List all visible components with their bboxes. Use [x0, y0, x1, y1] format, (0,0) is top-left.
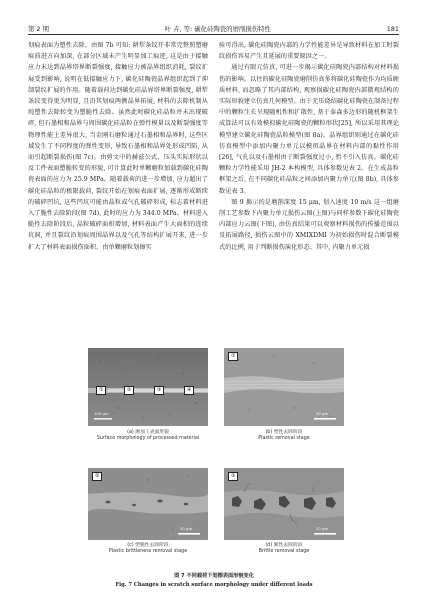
scale-label: 20 μm [316, 411, 329, 416]
paragraph: 图 9 揭示的是磨削深度 15 μm, 划入速度 10 m/s 这一组磨削工艺参数下内聚力单元损伤云图(上图)与同样参数下碳化硅陶瓷内部应力云图(下图), 由仿真结果可以观察材料损伤的传播范围以及拓展路径, 损伤云图中的 XMIXDMI 为初始损伤时混合断裂模式的比例, 用于判断损伤演化形态。其中, 内聚力单元损 [219, 198, 399, 251]
paragraph: 验可得出, 碳化硅陶瓷内部的力学性能差异是导致材料在加工时裂纹损伤容易产生且延展的重要原因之一。 [219, 42, 399, 61]
caption-cn: (c) 塑脆性去除阶段 [127, 543, 169, 548]
scale-label: 20 μm [180, 526, 193, 531]
paragraph: 通过有限元仿真, 可进一步揭示碳化硅陶瓷内部结构对材料损伤的影响。以往的碳化硅陶瓷磨削仿真多将碳化硅陶瓷作为均质硬质材料, 而忽略了其内部结构, 观察损碳化硅陶瓷内部微观结构的实际形貌建立仿真几何模型。由于无压烧结碳化硅陶瓷在制备过程中的颗粒生长呈现随机性和扩散性, 基于泰森多边形的随机框架生成算法可以有效模拟碳化硅陶瓷的颗粒形状[25], 所以采用其理论模型建立碳化硅陶瓷晶粒模型(图 8a)。晶界组织则通过在碳化硅仿真模型中添加内聚力单元以模拟晶界在材料内部的黏性作用[26], 气孔以及石墨相由于断裂强度过小, 暂不引入仿真。碳化硅颗粒力学性能采用 JH-2 本构模型, 具体参数见表 2。在生成晶粒框架之后, 在不同碳化硅晶粒之间添加内聚力单元(图 8b), 具体参数见表 3。 [219, 64, 399, 195]
figure-panel-b [224, 348, 344, 461]
marker-2: ② [92, 472, 102, 481]
panel-caption [88, 543, 208, 555]
running-header [28, 21, 399, 33]
right-column [219, 40, 399, 345]
issue-number: 第 2 期 [28, 25, 49, 33]
paragraph: 划痕表面为塑性去除。由图 7b 可知: 耕犁条纹开非常完整照塑磨痕前进方向加深, 在部分区域未产生明显加工痕迹, 这是由于接触应力未达到晶界塔界断裂强度, 接触应力被晶界组织消耗, 裂纹扩展受到影响, 说明在低接触应力下, 碳化硅陶瓷晶界组织起到了抑制裂纹扩展的作用。随着载荷达到碳化硅晶界塔界断裂强度, 耕犁条纹变得更为明显, 且沿其划痕两侧晶界拓展, 材料的去除机制从纯塑性去除转变为塑脆性去除。虽然此时碳化硅晶粒并未出现破碎, 但石墨相和晶界与周围碳化硅晶粒在弹性模量以及断裂强度等物理性能上差异很大, 当金刚石磨粒通过石墨相和晶界时, 这些区域发生了不同程度的弹性变形, 导致石墨相和晶界处形成凹陷, 从而引起断裂损伤(图 7c)。由剪文中的赫兹公式、压头实际形状以及工件表面塑脆转变的形貌, 可计算此时单颗磨粒加载到碳化硅陶瓷表面的应力为 25.9 MPa。随着载荷的进一步增加, 应力超出了碳化硅晶粒的极限载荷, 裂纹开始在划痕表面扩展, 逐渐形成断续的破碎凹坑, 这些凹坑可能由晶粒或气孔破碎形成, 标志着材料进入了脆性去除阶段(图 7d), 此时的应力为 344.0 MPa。材料进入脆性去除阶段后, 晶粒破碎面积增加, 材料表面产生大面积的连续坑洞, 并且裂纹沿划痕周围晶界以及气孔等结构扩展开来, 进一步扩大了材料表面损伤面积。由单颗磨粒划擦实 [28, 42, 208, 251]
figure-7 [28, 348, 400, 598]
panel-caption [88, 430, 208, 442]
left-column [28, 40, 208, 345]
marker-3: ③ [154, 386, 164, 395]
scale-label: 20 μm [316, 526, 329, 531]
panel-caption [224, 430, 344, 442]
page-number: 181 [386, 25, 399, 33]
caption-en: Surface morphology of processed material [96, 436, 200, 442]
marker-2: ② [124, 386, 134, 395]
marker-4: ④ [184, 386, 194, 395]
caption-cn: (d) 脆性去除阶段 [265, 543, 303, 548]
running-title: 叶 卉, 等: 碳化硅陶瓷的磨削损伤特性 [164, 25, 271, 33]
figure-panel-d [224, 468, 344, 578]
caption-en: Brittle removal stage [258, 549, 310, 555]
figure-title-en: Fig. 7 Changes in scratch surface morphology under different loads [115, 582, 313, 588]
scale-label: 100 μm [94, 411, 109, 416]
marker-1: ① [96, 386, 106, 395]
marker-1: ① [228, 352, 238, 361]
caption-en: Plastic brittleness removal stage [108, 549, 188, 555]
figure-panel-a [88, 348, 208, 461]
panel-caption [224, 543, 344, 555]
caption-cn: (b) 塑性去除阶段 [265, 430, 303, 435]
header-rule [28, 34, 399, 35]
caption-cn: (a) 磨加工表面形貌 [127, 430, 169, 435]
caption-en: Plastic removal stage [258, 436, 310, 442]
figure-title-cn: 图 7 不同载荷下划擦表面形貌变化 [174, 573, 254, 579]
marker-3: ③ [228, 472, 238, 481]
figure-panel-c [88, 468, 208, 578]
